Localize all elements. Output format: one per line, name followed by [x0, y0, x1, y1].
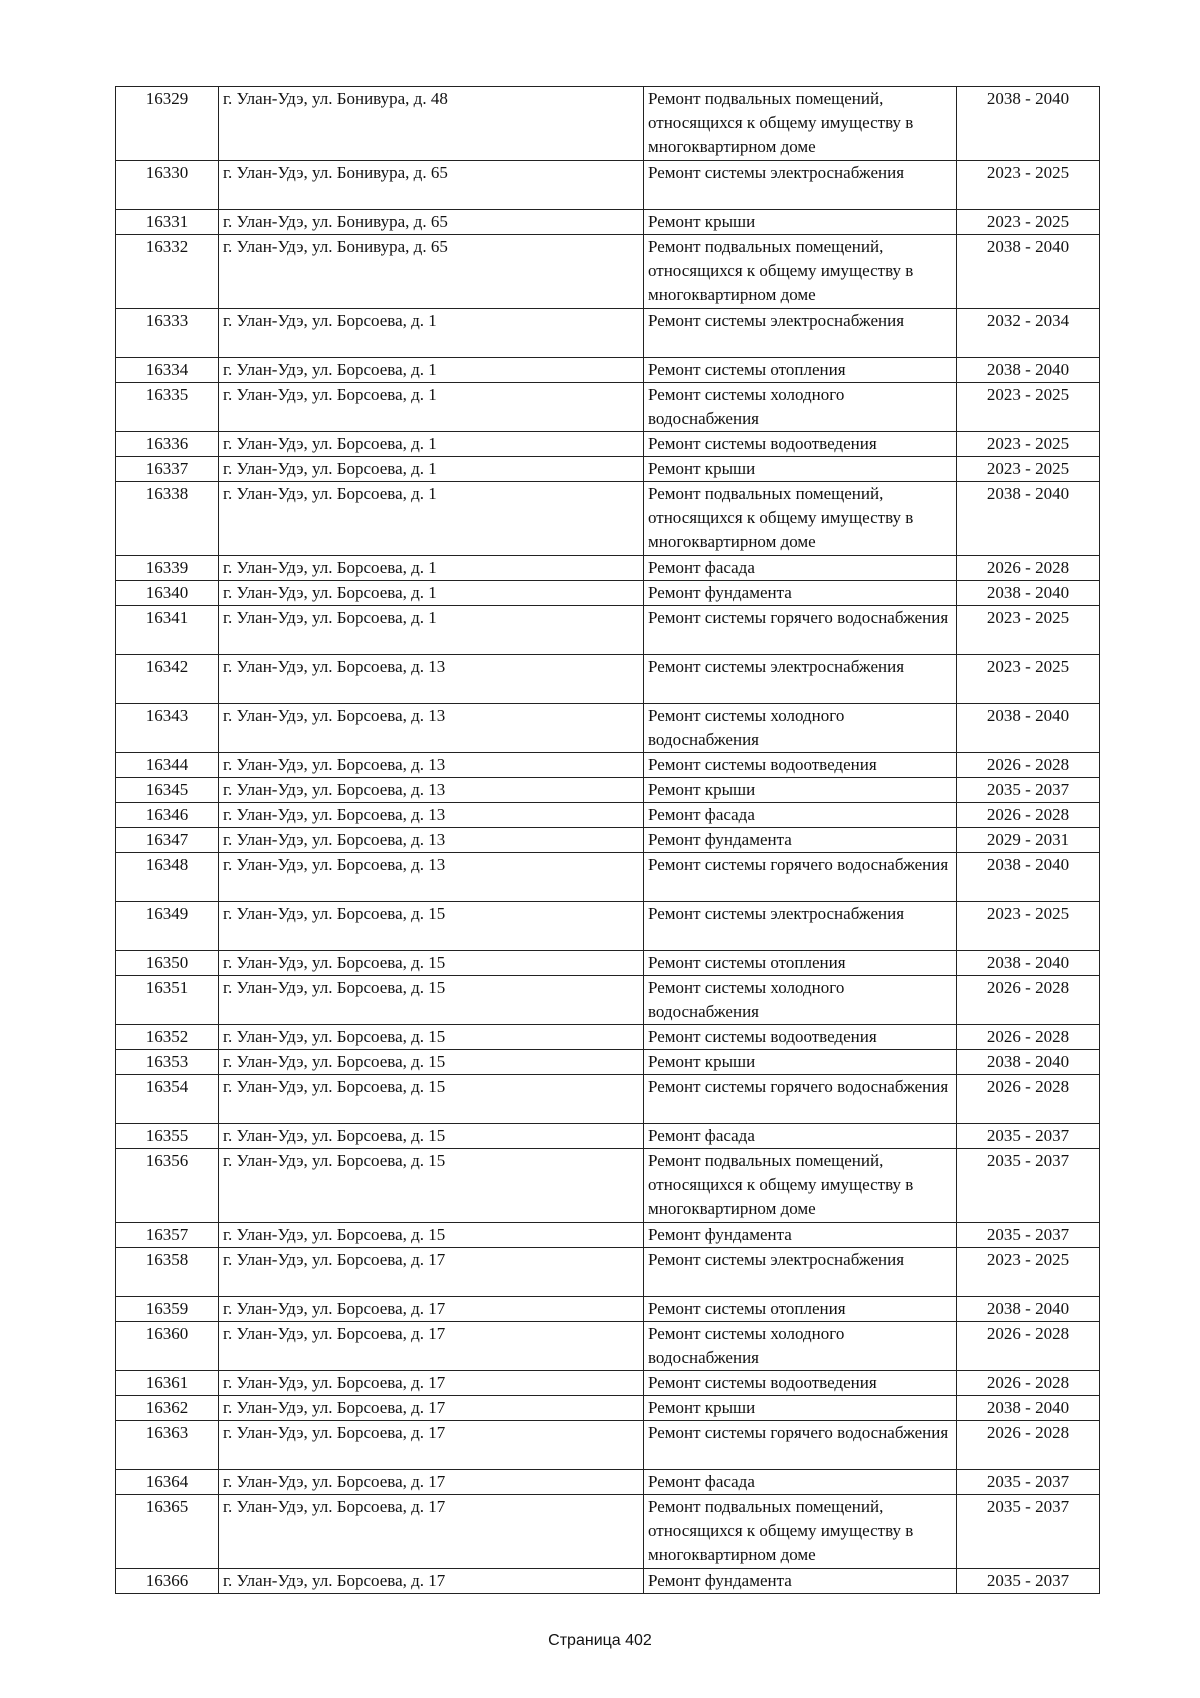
row-work-type: Ремонт фасада [644, 556, 957, 581]
row-address: г. Улан-Удэ, ул. Борсоева, д. 1 [219, 358, 644, 383]
row-number: 16363 [116, 1421, 219, 1470]
row-period: 2026 - 2028 [957, 1371, 1100, 1396]
row-address: г. Улан-Удэ, ул. Борсоева, д. 13 [219, 853, 644, 902]
row-number: 16340 [116, 581, 219, 606]
row-period: 2035 - 2037 [957, 1569, 1100, 1594]
row-address: г. Улан-Удэ, ул. Борсоева, д. 1 [219, 457, 644, 482]
table-body [116, 87, 1100, 1594]
row-number: 16341 [116, 606, 219, 655]
row-number: 16358 [116, 1248, 219, 1297]
row-work-type: Ремонт системы холодного водоснабжения [644, 1322, 957, 1371]
row-work-type: Ремонт фундамента [644, 1569, 957, 1594]
table-row [116, 309, 1100, 358]
table-row [116, 581, 1100, 606]
table-row [116, 161, 1100, 210]
row-address: г. Улан-Удэ, ул. Борсоева, д. 17 [219, 1470, 644, 1495]
row-work-type: Ремонт системы отопления [644, 1297, 957, 1322]
row-number: 16366 [116, 1569, 219, 1594]
row-number: 16362 [116, 1396, 219, 1421]
table-row [116, 1248, 1100, 1297]
row-period: 2023 - 2025 [957, 902, 1100, 951]
row-work-type: Ремонт крыши [644, 1396, 957, 1421]
row-period: 2023 - 2025 [957, 210, 1100, 235]
row-work-type: Ремонт системы горячего водоснабжения [644, 606, 957, 655]
row-work-type: Ремонт системы холодного водоснабжения [644, 976, 957, 1025]
row-work-type: Ремонт подвальных помещений, относящихся к общему имуществу в многоквартирном доме [644, 482, 957, 556]
row-address: г. Улан-Удэ, ул. Борсоева, д. 13 [219, 655, 644, 704]
row-work-type: Ремонт подвальных помещений, относящихся к общему имуществу в многоквартирном доме [644, 1495, 957, 1569]
row-number: 16334 [116, 358, 219, 383]
row-address: г. Улан-Удэ, ул. Бонивура, д. 65 [219, 210, 644, 235]
row-address: г. Улан-Удэ, ул. Борсоева, д. 15 [219, 951, 644, 976]
row-work-type: Ремонт системы электроснабжения [644, 309, 957, 358]
row-work-type: Ремонт подвальных помещений, относящихся к общему имуществу в многоквартирном доме [644, 87, 957, 161]
row-period: 2023 - 2025 [957, 655, 1100, 704]
row-period: 2035 - 2037 [957, 778, 1100, 803]
row-address: г. Улан-Удэ, ул. Борсоева, д. 15 [219, 1050, 644, 1075]
table-row [116, 828, 1100, 853]
row-address: г. Улан-Удэ, ул. Борсоева, д. 1 [219, 482, 644, 556]
row-period: 2038 - 2040 [957, 704, 1100, 753]
row-period: 2023 - 2025 [957, 432, 1100, 457]
row-number: 16338 [116, 482, 219, 556]
table-row [116, 976, 1100, 1025]
row-number: 16329 [116, 87, 219, 161]
row-address: г. Улан-Удэ, ул. Борсоева, д. 1 [219, 309, 644, 358]
row-address: г. Улан-Удэ, ул. Бонивура, д. 65 [219, 161, 644, 210]
table-row [116, 432, 1100, 457]
row-work-type: Ремонт фундамента [644, 581, 957, 606]
row-number: 16349 [116, 902, 219, 951]
row-work-type: Ремонт подвальных помещений, относящихся к общему имуществу в многоквартирном доме [644, 1149, 957, 1223]
table-row [116, 210, 1100, 235]
row-work-type: Ремонт крыши [644, 778, 957, 803]
row-period: 2038 - 2040 [957, 358, 1100, 383]
row-address: г. Улан-Удэ, ул. Борсоева, д. 13 [219, 778, 644, 803]
row-period: 2026 - 2028 [957, 1421, 1100, 1470]
row-period: 2035 - 2037 [957, 1124, 1100, 1149]
row-address: г. Улан-Удэ, ул. Борсоева, д. 15 [219, 1075, 644, 1124]
row-period: 2026 - 2028 [957, 753, 1100, 778]
row-period: 2035 - 2037 [957, 1495, 1100, 1569]
row-address: г. Улан-Удэ, ул. Борсоева, д. 17 [219, 1569, 644, 1594]
row-period: 2038 - 2040 [957, 482, 1100, 556]
row-address: г. Улан-Удэ, ул. Борсоева, д. 15 [219, 1025, 644, 1050]
row-number: 16331 [116, 210, 219, 235]
row-number: 16343 [116, 704, 219, 753]
row-period: 2026 - 2028 [957, 1075, 1100, 1124]
row-number: 16339 [116, 556, 219, 581]
table-row [116, 902, 1100, 951]
row-number: 16348 [116, 853, 219, 902]
table-row [116, 1149, 1100, 1223]
row-period: 2038 - 2040 [957, 581, 1100, 606]
row-work-type: Ремонт системы горячего водоснабжения [644, 1075, 957, 1124]
table-row [116, 383, 1100, 432]
row-number: 16352 [116, 1025, 219, 1050]
row-period: 2023 - 2025 [957, 161, 1100, 210]
table-row [116, 358, 1100, 383]
row-work-type: Ремонт крыши [644, 457, 957, 482]
row-period: 2035 - 2037 [957, 1470, 1100, 1495]
table-row [116, 803, 1100, 828]
repair-schedule-table [115, 86, 1100, 1594]
row-address: г. Улан-Удэ, ул. Бонивура, д. 48 [219, 87, 644, 161]
row-address: г. Улан-Удэ, ул. Борсоева, д. 17 [219, 1248, 644, 1297]
table-row [116, 1569, 1100, 1594]
table-row [116, 235, 1100, 309]
row-period: 2038 - 2040 [957, 1396, 1100, 1421]
table-row [116, 1470, 1100, 1495]
row-work-type: Ремонт системы водоотведения [644, 432, 957, 457]
row-work-type: Ремонт системы электроснабжения [644, 161, 957, 210]
row-address: г. Улан-Удэ, ул. Борсоева, д. 13 [219, 753, 644, 778]
row-number: 16350 [116, 951, 219, 976]
row-number: 16335 [116, 383, 219, 432]
row-period: 2038 - 2040 [957, 87, 1100, 161]
row-work-type: Ремонт системы водоотведения [644, 1025, 957, 1050]
row-work-type: Ремонт системы электроснабжения [644, 902, 957, 951]
row-period: 2023 - 2025 [957, 1248, 1100, 1297]
row-period: 2038 - 2040 [957, 853, 1100, 902]
row-address: г. Улан-Удэ, ул. Борсоева, д. 15 [219, 902, 644, 951]
row-address: г. Улан-Удэ, ул. Борсоева, д. 13 [219, 828, 644, 853]
row-period: 2026 - 2028 [957, 556, 1100, 581]
row-work-type: Ремонт фасада [644, 1124, 957, 1149]
row-work-type: Ремонт системы электроснабжения [644, 1248, 957, 1297]
row-number: 16330 [116, 161, 219, 210]
row-work-type: Ремонт системы водоотведения [644, 1371, 957, 1396]
row-number: 16344 [116, 753, 219, 778]
row-work-type: Ремонт фундамента [644, 828, 957, 853]
table-row [116, 556, 1100, 581]
row-period: 2035 - 2037 [957, 1149, 1100, 1223]
row-address: г. Улан-Удэ, ул. Бонивура, д. 65 [219, 235, 644, 309]
row-period: 2026 - 2028 [957, 803, 1100, 828]
row-number: 16347 [116, 828, 219, 853]
row-work-type: Ремонт фасада [644, 803, 957, 828]
table-row [116, 655, 1100, 704]
row-period: 2026 - 2028 [957, 1322, 1100, 1371]
row-work-type: Ремонт системы горячего водоснабжения [644, 853, 957, 902]
row-address: г. Улан-Удэ, ул. Борсоева, д. 1 [219, 606, 644, 655]
row-work-type: Ремонт системы отопления [644, 951, 957, 976]
table-row [116, 1421, 1100, 1470]
table-row [116, 482, 1100, 556]
row-period: 2038 - 2040 [957, 951, 1100, 976]
row-work-type: Ремонт системы холодного водоснабжения [644, 704, 957, 753]
row-number: 16360 [116, 1322, 219, 1371]
row-address: г. Улан-Удэ, ул. Борсоева, д. 17 [219, 1297, 644, 1322]
row-period: 2035 - 2037 [957, 1223, 1100, 1248]
row-number: 16356 [116, 1149, 219, 1223]
row-number: 16333 [116, 309, 219, 358]
row-period: 2038 - 2040 [957, 1297, 1100, 1322]
row-work-type: Ремонт системы холодного водоснабжения [644, 383, 957, 432]
row-period: 2023 - 2025 [957, 457, 1100, 482]
row-address: г. Улан-Удэ, ул. Борсоева, д. 17 [219, 1495, 644, 1569]
row-period: 2038 - 2040 [957, 235, 1100, 309]
row-work-type: Ремонт системы горячего водоснабжения [644, 1421, 957, 1470]
row-address: г. Улан-Удэ, ул. Борсоева, д. 1 [219, 383, 644, 432]
row-work-type: Ремонт системы водоотведения [644, 753, 957, 778]
row-work-type: Ремонт крыши [644, 1050, 957, 1075]
row-period: 2038 - 2040 [957, 1050, 1100, 1075]
row-address: г. Улан-Удэ, ул. Борсоева, д. 1 [219, 581, 644, 606]
row-work-type: Ремонт системы электроснабжения [644, 655, 957, 704]
row-work-type: Ремонт фасада [644, 1470, 957, 1495]
table-row [116, 1297, 1100, 1322]
row-address: г. Улан-Удэ, ул. Борсоева, д. 15 [219, 1124, 644, 1149]
row-period: 2032 - 2034 [957, 309, 1100, 358]
row-number: 16364 [116, 1470, 219, 1495]
row-work-type: Ремонт фундамента [644, 1223, 957, 1248]
row-period: 2023 - 2025 [957, 606, 1100, 655]
row-number: 16355 [116, 1124, 219, 1149]
row-number: 16365 [116, 1495, 219, 1569]
row-number: 16361 [116, 1371, 219, 1396]
row-address: г. Улан-Удэ, ул. Борсоева, д. 1 [219, 556, 644, 581]
row-number: 16345 [116, 778, 219, 803]
page-number: Страница 402 [548, 1632, 652, 1649]
row-address: г. Улан-Удэ, ул. Борсоева, д. 17 [219, 1322, 644, 1371]
table-row [116, 753, 1100, 778]
table-row [116, 1223, 1100, 1248]
row-number: 16332 [116, 235, 219, 309]
table-row [116, 853, 1100, 902]
row-address: г. Улан-Удэ, ул. Борсоева, д. 1 [219, 432, 644, 457]
table-row [116, 87, 1100, 161]
table-row [116, 1396, 1100, 1421]
row-number: 16351 [116, 976, 219, 1025]
row-period: 2029 - 2031 [957, 828, 1100, 853]
table-row [116, 1050, 1100, 1075]
row-address: г. Улан-Удэ, ул. Борсоева, д. 17 [219, 1371, 644, 1396]
row-work-type: Ремонт системы отопления [644, 358, 957, 383]
table-row [116, 951, 1100, 976]
row-number: 16342 [116, 655, 219, 704]
row-number: 16336 [116, 432, 219, 457]
row-number: 16346 [116, 803, 219, 828]
table-row [116, 778, 1100, 803]
row-address: г. Улан-Удэ, ул. Борсоева, д. 15 [219, 1149, 644, 1223]
row-number: 16337 [116, 457, 219, 482]
table-row [116, 1124, 1100, 1149]
table-row [116, 1371, 1100, 1396]
row-period: 2026 - 2028 [957, 976, 1100, 1025]
row-number: 16357 [116, 1223, 219, 1248]
row-work-type: Ремонт подвальных помещений, относящихся к общему имуществу в многоквартирном доме [644, 235, 957, 309]
row-number: 16354 [116, 1075, 219, 1124]
row-address: г. Улан-Удэ, ул. Борсоева, д. 17 [219, 1396, 644, 1421]
table-row [116, 1495, 1100, 1569]
row-address: г. Улан-Удэ, ул. Борсоева, д. 15 [219, 976, 644, 1025]
table-row [116, 1025, 1100, 1050]
table-row [116, 704, 1100, 753]
row-address: г. Улан-Удэ, ул. Борсоева, д. 17 [219, 1421, 644, 1470]
row-address: г. Улан-Удэ, ул. Борсоева, д. 13 [219, 704, 644, 753]
table-row [116, 1322, 1100, 1371]
table-row [116, 1075, 1100, 1124]
row-address: г. Улан-Удэ, ул. Борсоева, д. 13 [219, 803, 644, 828]
row-work-type: Ремонт крыши [644, 210, 957, 235]
table-row [116, 606, 1100, 655]
row-number: 16353 [116, 1050, 219, 1075]
table-row [116, 457, 1100, 482]
row-number: 16359 [116, 1297, 219, 1322]
row-period: 2023 - 2025 [957, 383, 1100, 432]
row-period: 2026 - 2028 [957, 1025, 1100, 1050]
row-address: г. Улан-Удэ, ул. Борсоева, д. 15 [219, 1223, 644, 1248]
